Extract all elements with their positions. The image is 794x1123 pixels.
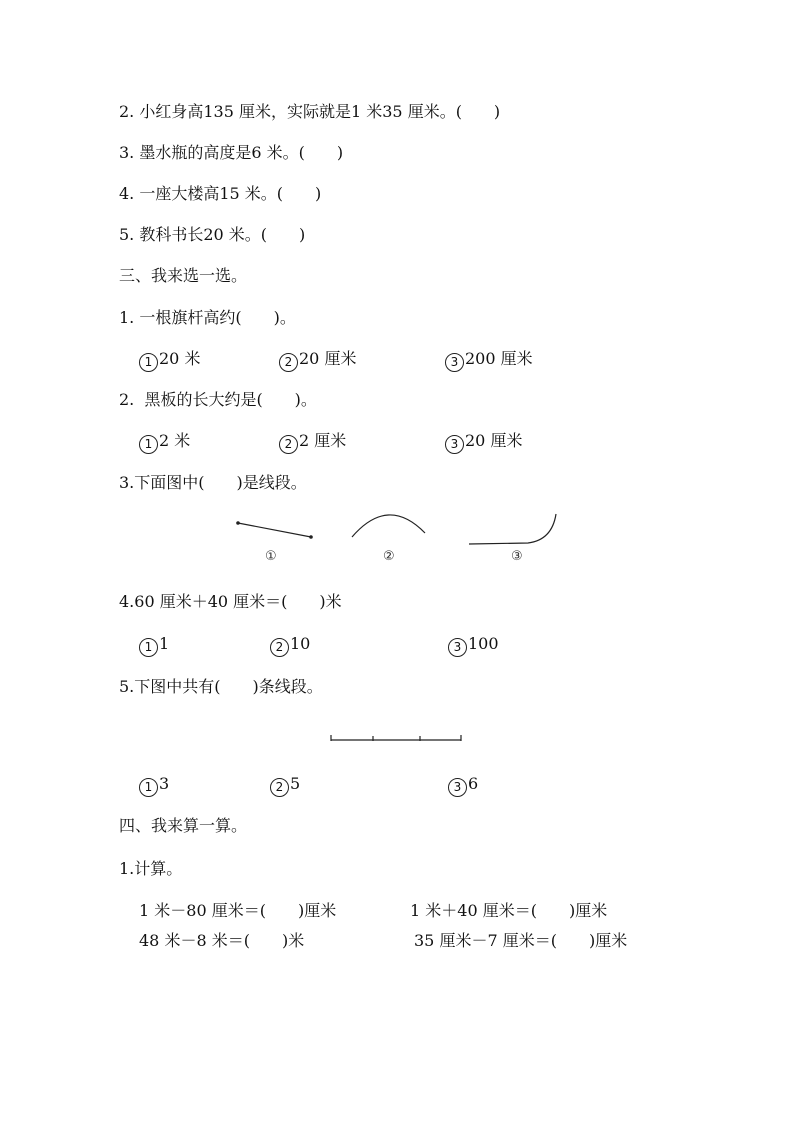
judge-item-4: 4. 一座大楼高15 米。( ) [119, 184, 322, 203]
circled-number-2: 2 [270, 638, 289, 657]
q2-option-3-text: 20 厘米 [465, 431, 523, 450]
q3-label-3: ③ [511, 549, 523, 564]
q4-option-1-text: 1 [159, 634, 170, 653]
q1-option-3-text: 200 厘米 [465, 349, 533, 368]
q2-option-2-text: 2 厘米 [299, 431, 347, 450]
q5-option-2 [270, 774, 300, 797]
choice-question-1: 1. 一根旗杆高约( )。 [119, 308, 296, 327]
circled-number-3: 3 [448, 778, 467, 797]
calc-question-1: 1.计算。 [119, 859, 183, 878]
q3-label-1: ① [265, 549, 277, 564]
circled-number-1: 1 [139, 638, 158, 657]
q2-option-1-text: 2 米 [159, 431, 191, 450]
circled-number-3: 3 [448, 638, 467, 657]
section-4-title: 四、我来算一算。 [119, 816, 248, 835]
judge-item-5: 5. 教科书长20 米。( ) [119, 225, 306, 244]
choice-question-3: 3.下面图中( )是线段。 [119, 473, 307, 492]
q5-option-2-text: 5 [290, 774, 301, 793]
circled-number-2: 2 [279, 353, 298, 372]
choice-question-4: 4.60 厘米＋40 厘米＝( )米 [119, 592, 342, 611]
q4-option-2-text: 10 [290, 634, 311, 653]
q1-option-2-text: 20 厘米 [299, 349, 357, 368]
circled-number-2: 2 [279, 435, 298, 454]
q1-option-1-text: 20 米 [159, 349, 201, 368]
section-3-title: 三、我来选一选。 [119, 266, 248, 285]
q5-option-3-text: 6 [468, 774, 479, 793]
q5-option-3 [448, 774, 478, 797]
calc-expr-2: 1 米＋40 厘米＝( )厘米 [410, 901, 608, 920]
judge-item-2: 2. 小红身高135 厘米，实际就是1 米35 厘米。( ) [119, 102, 501, 121]
circled-number-1: 1 [139, 353, 158, 372]
judge-item-3: 3. 墨水瓶的高度是6 米。( ) [119, 143, 344, 162]
calc-expr-1: 1 米－80 厘米＝( )厘米 [139, 901, 337, 920]
q3-label-2: ② [383, 549, 395, 564]
q4-option-3-text: 100 [468, 634, 499, 653]
calc-expr-3: 48 米－8 米＝( )米 [139, 931, 305, 950]
circled-number-3: 3 [445, 353, 464, 372]
circled-number-1: 1 [139, 778, 158, 797]
q5-option-1-text: 3 [159, 774, 170, 793]
circled-number-3: 3 [445, 435, 464, 454]
circled-number-2: 2 [270, 778, 289, 797]
choice-question-2: 2. 黑板的长大约是( )。 [119, 390, 317, 409]
calc-expr-4: 35 厘米－7 厘米＝( )厘米 [414, 931, 628, 950]
choice-question-5: 5.下图中共有( )条线段。 [119, 677, 323, 696]
circled-number-1: 1 [139, 435, 158, 454]
q5-option-1 [139, 774, 169, 797]
